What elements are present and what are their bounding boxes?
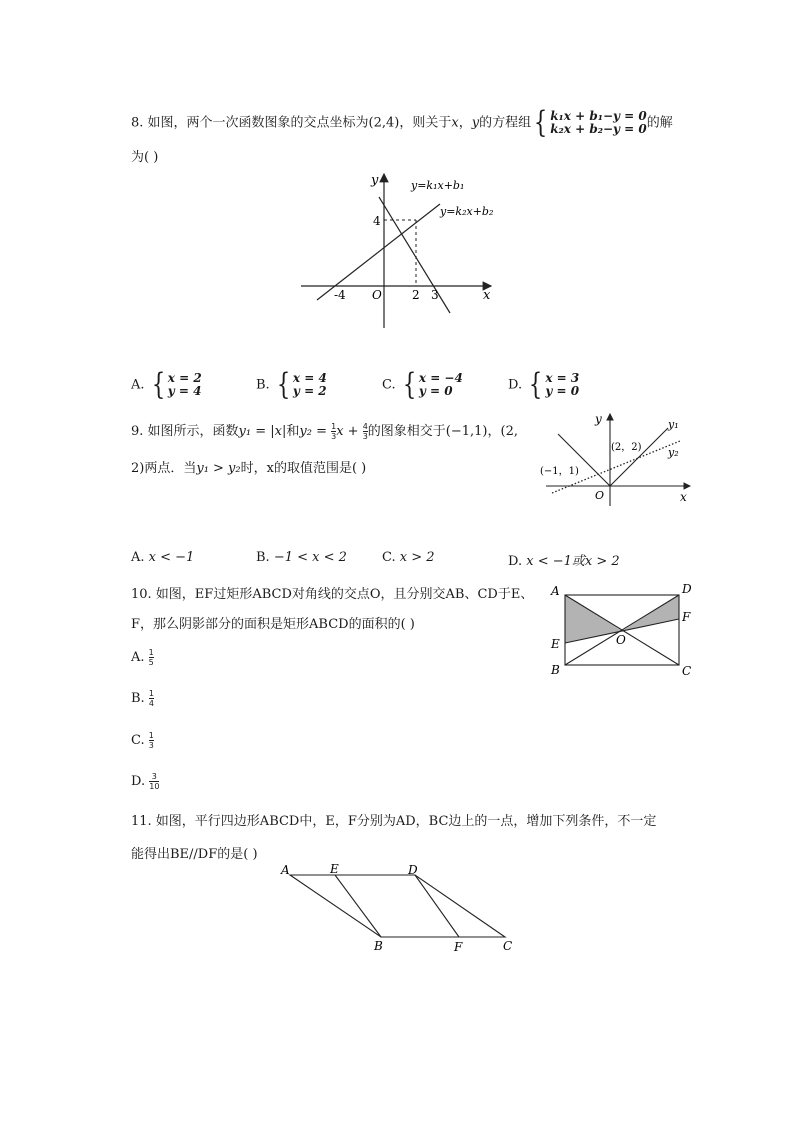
- q8-option-c-system: [419, 372, 463, 398]
- q11-label-b: B: [374, 939, 383, 953]
- q9-stem-line2: [131, 457, 366, 476]
- q9-y1: y₁ = |x|: [238, 424, 287, 439]
- q9-option-b-text: −1 < x < 2: [273, 550, 347, 565]
- q11-segment-df: [415, 875, 459, 937]
- q8-option-b-letter: B.: [256, 377, 270, 393]
- q9-frac-1-num: 1: [331, 422, 337, 431]
- q8-option-a[interactable]: [131, 367, 202, 402]
- q8-option-a-brace: {: [151, 367, 165, 402]
- q10-label-e: E: [551, 637, 560, 651]
- q11-stem-line2: 能得出BE//DF的是( ): [131, 847, 258, 862]
- q10-graph: [545, 580, 700, 680]
- q8-tick-4: 4: [373, 214, 381, 228]
- q8-system: [550, 110, 647, 136]
- q9-point-1: (−1，1): [540, 466, 579, 477]
- q9-x-axis-label: x: [680, 490, 687, 504]
- q8-system-brace: {: [533, 105, 548, 140]
- q10-label-f: F: [682, 610, 691, 624]
- q8-stem-line1: [131, 105, 673, 140]
- q9-frac-1-den: 3: [331, 432, 337, 441]
- q8-option-c-row2: y = 0: [418, 384, 453, 398]
- q9-and: 和: [286, 424, 300, 439]
- q9-y1-graph: [558, 428, 668, 486]
- q8-suffix: 的方程组: [479, 115, 532, 131]
- q9-option-d[interactable]: [508, 550, 620, 569]
- q9-condition: y₁ > y₂: [196, 461, 241, 476]
- q8-option-d-row1: x = 3: [545, 371, 580, 385]
- q9-mid: 的图象相交于(−1,1)，(2,: [367, 424, 518, 439]
- q10-option-c-num: 1: [148, 731, 154, 740]
- q9-line2: 2)两点．当: [131, 461, 197, 476]
- q10-label-b: B: [551, 663, 560, 677]
- q9-option-b-letter: B.: [256, 550, 270, 565]
- q8-eq2: k₂x + b₂−y = 0: [550, 122, 647, 136]
- q8-var-y: y: [471, 115, 480, 131]
- q10-option-d-frac: [149, 772, 159, 791]
- q8-eq1: k₁x + b₁−y = 0: [550, 109, 647, 123]
- q8-option-d-system: [545, 372, 579, 398]
- q8-graph: [295, 168, 510, 328]
- q8-var-x: x: [451, 115, 459, 131]
- q10-label-c: C: [682, 664, 692, 678]
- q8-tail: 的解: [646, 115, 673, 131]
- q8-option-c-letter: C.: [382, 377, 396, 393]
- q8-option-d-row2: y = 0: [545, 384, 580, 398]
- q9-option-c-text: x > 2: [399, 550, 435, 565]
- q10-option-d-den: 10: [149, 782, 160, 791]
- q10-option-c-frac: [149, 731, 154, 750]
- q9-point-2: (2，2): [611, 442, 642, 453]
- q8-option-c-row1: x = −4: [418, 371, 463, 385]
- q11-segment-be: [335, 875, 381, 937]
- q11-stem-line1: 11. 如图，平行四边形ABCD中，E，F分别为AD，BC边上的一点，增加下列条件，不一定: [131, 814, 657, 829]
- q9-option-a-letter: A.: [131, 550, 145, 565]
- q10-option-d-letter: D.: [131, 774, 146, 789]
- q8-option-b[interactable]: [256, 367, 327, 402]
- q9-option-d-text: x < −1或x > 2: [526, 554, 620, 569]
- q8-option-c[interactable]: [382, 367, 463, 402]
- q8-option-a-row1: x = 2: [167, 371, 202, 385]
- q9-frac-2-num: 4: [362, 422, 368, 431]
- q8-tick-3: 3: [431, 288, 439, 302]
- q10-option-c[interactable]: [131, 731, 154, 750]
- q10-option-c-letter: C.: [131, 733, 145, 748]
- q9-xplus: x +: [336, 424, 359, 439]
- q9-origin-label: O: [595, 489, 605, 502]
- q8-option-a-row2: y = 4: [167, 384, 202, 398]
- q8-prefix: 8. 如图，两个一次函数图象的交点坐标为(2,4)，则关于: [131, 115, 452, 131]
- q11-graph: [275, 858, 525, 958]
- q9-y2-label: y₂: [668, 446, 679, 459]
- q8-option-b-brace: {: [276, 367, 291, 402]
- q10-option-a-letter: A.: [131, 650, 145, 665]
- q8-tick-2: 2: [412, 288, 420, 302]
- q11-label-d: D: [408, 863, 418, 877]
- q10-option-a-num: 1: [148, 648, 154, 657]
- q8-origin-label: O: [372, 288, 382, 302]
- q10-option-d-num: 3: [151, 772, 157, 781]
- q10-option-b-den: 4: [148, 699, 154, 708]
- q10-option-a[interactable]: [131, 648, 154, 667]
- q10-stem-line1: 10. 如图，EF过矩形ABCD对角线的交点O，且分别交AB、CD于E、: [131, 587, 534, 602]
- q8-option-a-system: [168, 372, 202, 398]
- q10-option-b[interactable]: [131, 689, 154, 708]
- q10-label-a: A: [551, 584, 560, 598]
- q8-option-b-row2: y = 2: [292, 384, 327, 398]
- q9-option-a-text: x < −1: [148, 550, 195, 565]
- q9-frac-2-den: 3: [362, 432, 368, 441]
- q9-stem-line1: [131, 420, 518, 441]
- q9-y2: y₂ =: [299, 424, 327, 439]
- q11-label-a: A: [281, 863, 290, 877]
- q10-option-a-frac: [149, 648, 154, 667]
- q11-label-f: F: [454, 940, 463, 954]
- q10-option-b-frac: [149, 689, 154, 708]
- q8-option-d-brace: {: [529, 367, 543, 402]
- q8-line2-label: y=k₂x+b₂: [440, 205, 494, 218]
- q8-option-b-row1: x = 4: [292, 371, 327, 385]
- q10-option-c-den: 3: [148, 741, 154, 750]
- q9-option-b[interactable]: [256, 550, 347, 565]
- q9-y1-label: y₁: [668, 418, 679, 431]
- q10-option-d[interactable]: [131, 772, 159, 791]
- q8-option-c-brace: {: [402, 367, 416, 402]
- q9-option-c-letter: C.: [382, 550, 396, 565]
- q8-y-axis-label: y: [371, 173, 379, 188]
- q8-option-d-letter: D.: [508, 377, 523, 393]
- q9-prefix: 9. 如图所示，函数: [131, 424, 239, 439]
- q10-option-b-num: 1: [148, 689, 154, 698]
- q10-option-a-den: 5: [148, 658, 154, 667]
- q9-y-axis-label: y: [595, 412, 602, 426]
- q11-label-e: E: [330, 862, 339, 876]
- q8-stem-line2: 为( ): [131, 150, 159, 165]
- q10-label-o: O: [616, 633, 626, 647]
- q8-option-a-letter: A.: [131, 377, 145, 393]
- q9-option-d-letter: D.: [508, 554, 523, 569]
- q10-label-d: D: [682, 582, 692, 596]
- q8-tick-neg4: -4: [334, 288, 346, 302]
- q8-line1-label: y=k₁x+b₁: [411, 179, 465, 192]
- q10-stem-line2: F，那么阴影部分的面积是矩形ABCD的面积的( ): [131, 617, 415, 632]
- q10-option-b-letter: B.: [131, 691, 145, 706]
- q8-option-d[interactable]: [508, 367, 580, 402]
- q8-sep: ，: [458, 115, 472, 131]
- q9-line2b: 时，x的取值范围是( ): [240, 461, 367, 476]
- q11-parallelogram: [290, 875, 505, 937]
- q11-label-c: C: [503, 939, 513, 953]
- q9-graph: [540, 408, 700, 508]
- q8-option-b-system: [293, 372, 327, 398]
- q8-x-axis-label: x: [483, 288, 491, 303]
- q9-option-c[interactable]: [382, 550, 435, 565]
- q9-option-a[interactable]: [131, 550, 194, 565]
